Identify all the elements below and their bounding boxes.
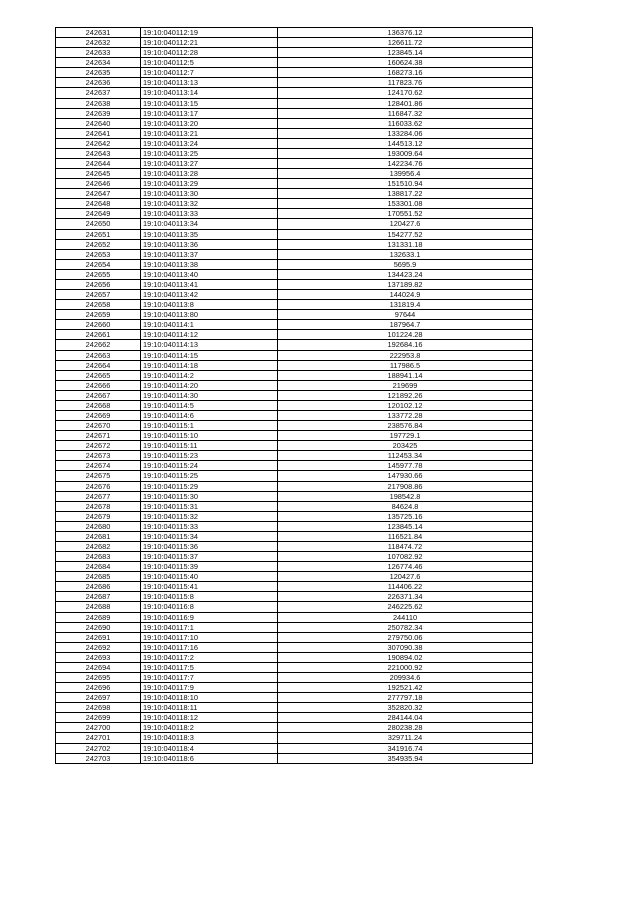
table-row [56,159,533,169]
amount-cell: 117986.5 [278,360,533,370]
amount-cell: 138817.22 [278,189,533,199]
row-id-cell: 242679 [56,511,141,521]
cadastral-number-cell: 19:10:040113:15 [141,98,278,108]
amount-cell: 203425 [278,441,533,451]
amount-cell: 238576.84 [278,421,533,431]
amount-cell: 354935.94 [278,753,533,763]
amount-cell: 246225.62 [278,602,533,612]
cadastral-number-cell: 19:10:040113:24 [141,138,278,148]
table-row [56,199,533,209]
table-row [56,612,533,622]
row-id-cell: 242653 [56,249,141,259]
table-row [56,98,533,108]
table-row [56,48,533,58]
table-row [56,642,533,652]
table-row [56,572,533,582]
amount-cell: 135725.16 [278,511,533,521]
table-row [56,421,533,431]
row-id-cell: 242639 [56,108,141,118]
cadastral-number-cell: 19:10:040112:5 [141,58,278,68]
row-id-cell: 242691 [56,632,141,642]
row-id-cell: 242654 [56,259,141,269]
row-id-cell: 242676 [56,481,141,491]
amount-cell: 144513.12 [278,138,533,148]
cadastral-number-cell: 19:10:040115:1 [141,421,278,431]
amount-cell: 121892.26 [278,390,533,400]
cadastral-number-cell: 19:10:040113:34 [141,219,278,229]
row-id-cell: 242681 [56,531,141,541]
table-row [56,622,533,632]
amount-cell: 136376.12 [278,28,533,38]
row-id-cell: 242645 [56,169,141,179]
amount-cell: 341916.74 [278,743,533,753]
table-row [56,68,533,78]
row-id-cell: 242698 [56,703,141,713]
cadastral-number-cell: 19:10:040115:32 [141,511,278,521]
amount-cell: 250782.34 [278,622,533,632]
amount-cell: 114406.22 [278,582,533,592]
row-id-cell: 242674 [56,461,141,471]
table-row [56,148,533,158]
cadastral-number-cell: 19:10:040112:19 [141,28,278,38]
row-id-cell: 242696 [56,683,141,693]
cadastral-number-cell: 19:10:040114:13 [141,340,278,350]
amount-cell: 123845.14 [278,521,533,531]
amount-cell: 244110 [278,612,533,622]
row-id-cell: 242640 [56,118,141,128]
table-row [56,249,533,259]
amount-cell: 133284.06 [278,128,533,138]
table-row [56,703,533,713]
amount-cell: 120427.6 [278,219,533,229]
row-id-cell: 242657 [56,290,141,300]
amount-cell: 132633.1 [278,249,533,259]
cadastral-number-cell: 19:10:040114:5 [141,400,278,410]
table-row [56,380,533,390]
amount-cell: 120102.12 [278,400,533,410]
table-row [56,592,533,602]
cadastral-number-cell: 19:10:040115:36 [141,541,278,551]
cadastral-number-cell: 19:10:040118:2 [141,723,278,733]
row-id-cell: 242655 [56,269,141,279]
amount-cell: 133772.28 [278,410,533,420]
cadastral-number-cell: 19:10:040113:42 [141,290,278,300]
table-row [56,138,533,148]
cadastral-number-cell: 19:10:040113:20 [141,118,278,128]
row-id-cell: 242642 [56,138,141,148]
table-row [56,562,533,572]
cadastral-number-cell: 19:10:040113:37 [141,249,278,259]
table-row [56,582,533,592]
cadastral-number-cell: 19:10:040114:2 [141,370,278,380]
cadastral-number-cell: 19:10:040118:4 [141,743,278,753]
cadastral-number-cell: 19:10:040115:40 [141,572,278,582]
cadastral-number-cell: 19:10:040115:25 [141,471,278,481]
amount-cell: 116033.62 [278,118,533,128]
row-id-cell: 242675 [56,471,141,481]
table-row [56,602,533,612]
amount-cell: 145977.78 [278,461,533,471]
amount-cell: 221000.92 [278,662,533,672]
table-row [56,290,533,300]
row-id-cell: 242682 [56,541,141,551]
table-row [56,753,533,763]
row-id-cell: 242690 [56,622,141,632]
cadastral-number-cell: 19:10:040113:27 [141,159,278,169]
cadastral-number-cell: 19:10:040117:1 [141,622,278,632]
cadastral-number-cell: 19:10:040113:33 [141,209,278,219]
table-row [56,300,533,310]
table-row [56,491,533,501]
amount-cell: 126774.46 [278,562,533,572]
table-row [56,118,533,128]
table-row [56,531,533,541]
cadastral-number-cell: 19:10:040114:12 [141,330,278,340]
amount-cell: 197729.1 [278,431,533,441]
row-id-cell: 242651 [56,229,141,239]
cadastral-number-cell: 19:10:040113:80 [141,310,278,320]
cadastral-number-cell: 19:10:040118:12 [141,713,278,723]
amount-cell: 209934.6 [278,673,533,683]
row-id-cell: 242632 [56,38,141,48]
table-row [56,38,533,48]
cadastral-number-cell: 19:10:040118:11 [141,703,278,713]
cadastral-number-cell: 19:10:040113:35 [141,229,278,239]
amount-cell: 192521.42 [278,683,533,693]
amount-cell: 131819.4 [278,300,533,310]
table-row [56,471,533,481]
row-id-cell: 242695 [56,673,141,683]
amount-cell: 128401.86 [278,98,533,108]
amount-cell: 219699 [278,380,533,390]
row-id-cell: 242665 [56,370,141,380]
cadastral-number-cell: 19:10:040118:6 [141,753,278,763]
amount-cell: 280238.28 [278,723,533,733]
cadastral-number-cell: 19:10:040113:30 [141,189,278,199]
table-row [56,632,533,642]
row-id-cell: 242671 [56,431,141,441]
amount-cell: 84624.8 [278,501,533,511]
row-id-cell: 242660 [56,320,141,330]
amount-cell: 120427.6 [278,572,533,582]
row-id-cell: 242692 [56,642,141,652]
table-row [56,360,533,370]
amount-cell: 279750.06 [278,632,533,642]
amount-cell: 154277.52 [278,229,533,239]
row-id-cell: 242694 [56,662,141,672]
table-row [56,179,533,189]
row-id-cell: 242701 [56,733,141,743]
cadastral-number-cell: 19:10:040113:13 [141,78,278,88]
amount-cell: 147930.66 [278,471,533,481]
table-row [56,552,533,562]
table-row [56,410,533,420]
table-row [56,58,533,68]
cadastral-number-cell: 19:10:040115:30 [141,491,278,501]
cadastral-number-cell: 19:10:040113:14 [141,88,278,98]
table-row [56,279,533,289]
amount-cell: 101224.28 [278,330,533,340]
table-row [56,400,533,410]
row-id-cell: 242638 [56,98,141,108]
table-body [56,28,533,764]
row-id-cell: 242689 [56,612,141,622]
row-id-cell: 242703 [56,753,141,763]
row-id-cell: 242658 [56,300,141,310]
cadastral-number-cell: 19:10:040115:8 [141,592,278,602]
table-row [56,169,533,179]
amount-cell: 131331.18 [278,239,533,249]
row-id-cell: 242647 [56,189,141,199]
row-id-cell: 242697 [56,693,141,703]
cadastral-number-cell: 19:10:040113:25 [141,148,278,158]
cadastral-number-cell: 19:10:040113:32 [141,199,278,209]
amount-cell: 142234.76 [278,159,533,169]
amount-cell: 112453.34 [278,451,533,461]
cadastral-number-cell: 19:10:040117:7 [141,673,278,683]
table-row [56,431,533,441]
cadastral-number-cell: 19:10:040115:37 [141,552,278,562]
amount-cell: 123845.14 [278,48,533,58]
table-row [56,370,533,380]
table-row [56,662,533,672]
cadastral-number-cell: 19:10:040115:34 [141,531,278,541]
cadastral-number-cell: 19:10:040115:24 [141,461,278,471]
table-row [56,673,533,683]
table-row [56,683,533,693]
cadastral-number-cell: 19:10:040115:39 [141,562,278,572]
row-id-cell: 242667 [56,390,141,400]
amount-cell: 139956.4 [278,169,533,179]
row-id-cell: 242668 [56,400,141,410]
table-row [56,28,533,38]
amount-cell: 118474.72 [278,541,533,551]
row-id-cell: 242633 [56,48,141,58]
row-id-cell: 242688 [56,602,141,612]
row-id-cell: 242686 [56,582,141,592]
cadastral-number-cell: 19:10:040113:38 [141,259,278,269]
table-row [56,219,533,229]
cadastral-number-cell: 19:10:040113:17 [141,108,278,118]
cadastral-number-cell: 19:10:040112:28 [141,48,278,58]
amount-cell: 134423.24 [278,269,533,279]
cadastral-number-cell: 19:10:040115:11 [141,441,278,451]
amount-cell: 217908.86 [278,481,533,491]
amount-cell: 193009.64 [278,148,533,158]
table-row [56,239,533,249]
cadastral-number-cell: 19:10:040115:33 [141,521,278,531]
amount-cell: 352820.32 [278,703,533,713]
table-row [56,88,533,98]
cadastral-number-cell: 19:10:040113:8 [141,300,278,310]
table-row [56,521,533,531]
amount-cell: 116847.32 [278,108,533,118]
row-id-cell: 242637 [56,88,141,98]
amount-cell: 284144.04 [278,713,533,723]
amount-cell: 160624.38 [278,58,533,68]
amount-cell: 307090.38 [278,642,533,652]
amount-cell: 97644 [278,310,533,320]
table-row [56,511,533,521]
row-id-cell: 242652 [56,239,141,249]
row-id-cell: 242659 [56,310,141,320]
row-id-cell: 242687 [56,592,141,602]
amount-cell: 188941.14 [278,370,533,380]
row-id-cell: 242634 [56,58,141,68]
table-row [56,451,533,461]
row-id-cell: 242643 [56,148,141,158]
amount-cell: 329711.24 [278,733,533,743]
amount-cell: 192684.16 [278,340,533,350]
row-id-cell: 242693 [56,652,141,662]
row-id-cell: 242672 [56,441,141,451]
row-id-cell: 242636 [56,78,141,88]
cadastral-number-cell: 19:10:040113:36 [141,239,278,249]
row-id-cell: 242666 [56,380,141,390]
table-row [56,269,533,279]
amount-cell: 144024.9 [278,290,533,300]
row-id-cell: 242670 [56,421,141,431]
cadastral-number-cell: 19:10:040113:29 [141,179,278,189]
cadastral-number-cell: 19:10:040118:3 [141,733,278,743]
cadastral-number-cell: 19:10:040113:40 [141,269,278,279]
table-row [56,390,533,400]
cadastral-number-cell: 19:10:040113:28 [141,169,278,179]
table-row [56,259,533,269]
row-id-cell: 242631 [56,28,141,38]
data-table [55,27,533,764]
table-row [56,340,533,350]
cadastral-number-cell: 19:10:040115:29 [141,481,278,491]
amount-cell: 153301.08 [278,199,533,209]
row-id-cell: 242699 [56,713,141,723]
row-id-cell: 242677 [56,491,141,501]
table-row [56,481,533,491]
row-id-cell: 242649 [56,209,141,219]
row-id-cell: 242678 [56,501,141,511]
table-row [56,541,533,551]
row-id-cell: 242661 [56,330,141,340]
table-row [56,713,533,723]
amount-cell: 277797.18 [278,693,533,703]
table-row [56,733,533,743]
cadastral-number-cell: 19:10:040114:18 [141,360,278,370]
table-row [56,652,533,662]
amount-cell: 117823.76 [278,78,533,88]
row-id-cell: 242662 [56,340,141,350]
cadastral-number-cell: 19:10:040117:9 [141,683,278,693]
table-row [56,320,533,330]
cadastral-number-cell: 19:10:040113:21 [141,128,278,138]
table-row [56,310,533,320]
row-id-cell: 242700 [56,723,141,733]
row-id-cell: 242685 [56,572,141,582]
cadastral-number-cell: 19:10:040114:6 [141,410,278,420]
row-id-cell: 242683 [56,552,141,562]
amount-cell: 151510.94 [278,179,533,189]
row-id-cell: 242656 [56,279,141,289]
amount-cell: 137189.82 [278,279,533,289]
row-id-cell: 242664 [56,360,141,370]
cadastral-number-cell: 19:10:040114:30 [141,390,278,400]
amount-cell: 198542.8 [278,491,533,501]
cadastral-number-cell: 19:10:040112:7 [141,68,278,78]
table-row [56,209,533,219]
row-id-cell: 242702 [56,743,141,753]
amount-cell: 5695.9 [278,259,533,269]
table-row [56,350,533,360]
cadastral-number-cell: 19:10:040113:41 [141,279,278,289]
table-row [56,330,533,340]
table-row [56,128,533,138]
cadastral-number-cell: 19:10:040116:8 [141,602,278,612]
cadastral-number-cell: 19:10:040115:23 [141,451,278,461]
cadastral-number-cell: 19:10:040118:10 [141,693,278,703]
cadastral-number-cell: 19:10:040116:9 [141,612,278,622]
document-page [55,27,533,764]
cadastral-number-cell: 19:10:040117:16 [141,642,278,652]
amount-cell: 107082.92 [278,552,533,562]
row-id-cell: 242684 [56,562,141,572]
row-id-cell: 242650 [56,219,141,229]
table-row [56,108,533,118]
row-id-cell: 242635 [56,68,141,78]
cadastral-number-cell: 19:10:040114:20 [141,380,278,390]
row-id-cell: 242644 [56,159,141,169]
amount-cell: 187964.7 [278,320,533,330]
amount-cell: 116521.84 [278,531,533,541]
amount-cell: 126611.72 [278,38,533,48]
row-id-cell: 242646 [56,179,141,189]
cadastral-number-cell: 19:10:040117:2 [141,652,278,662]
row-id-cell: 242673 [56,451,141,461]
amount-cell: 226371.34 [278,592,533,602]
amount-cell: 170551.52 [278,209,533,219]
amount-cell: 190894.02 [278,652,533,662]
amount-cell: 168273.16 [278,68,533,78]
cadastral-number-cell: 19:10:040114:1 [141,320,278,330]
table-row [56,693,533,703]
cadastral-number-cell: 19:10:040115:31 [141,501,278,511]
table-row [56,441,533,451]
amount-cell: 124170.62 [278,88,533,98]
table-row [56,229,533,239]
row-id-cell: 242663 [56,350,141,360]
table-row [56,189,533,199]
row-id-cell: 242669 [56,410,141,420]
cadastral-number-cell: 19:10:040117:5 [141,662,278,672]
table-row [56,723,533,733]
amount-cell: 222953.8 [278,350,533,360]
cadastral-number-cell: 19:10:040117:10 [141,632,278,642]
cadastral-number-cell: 19:10:040114:15 [141,350,278,360]
row-id-cell: 242648 [56,199,141,209]
table-row [56,78,533,88]
row-id-cell: 242680 [56,521,141,531]
row-id-cell: 242641 [56,128,141,138]
cadastral-number-cell: 19:10:040115:41 [141,582,278,592]
table-row [56,501,533,511]
cadastral-number-cell: 19:10:040115:10 [141,431,278,441]
table-row [56,743,533,753]
table-row [56,461,533,471]
cadastral-number-cell: 19:10:040112:21 [141,38,278,48]
